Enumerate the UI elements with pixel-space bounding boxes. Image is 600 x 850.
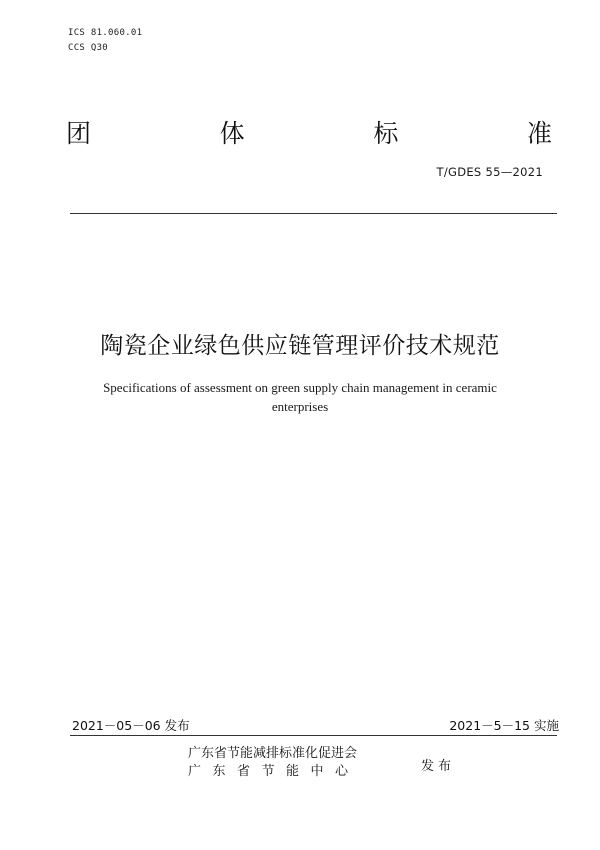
issuing-organizations (188, 745, 360, 781)
issuer-name: 广东省节能中心 (188, 764, 360, 779)
standard-type-char: 体 (219, 119, 245, 148)
implementation-date: 2021－5－15 实施 (449, 718, 559, 733)
title-english: Specifications of assessment on green supply chain management in ceramic enterprises (103, 380, 497, 414)
standard-type-char: 标 (373, 119, 399, 148)
ics-code: ICS 81.060.01 (68, 28, 143, 38)
title-chinese: 陶瓷企业绿色供应链管理评价技术规范 (100, 333, 500, 359)
issuer-name: 广东省节能减排标准化促进会 (188, 746, 358, 761)
publish-date: 2021－05－06 发布 (72, 718, 190, 733)
standard-number: T/GDES 55—2021 (436, 165, 543, 179)
top-divider (70, 213, 557, 214)
ccs-code: CCS Q30 (68, 43, 109, 53)
issue-label: 发布 (421, 759, 456, 774)
standard-type-heading (66, 114, 552, 150)
bottom-divider (70, 735, 557, 736)
standard-type-char: 准 (526, 119, 552, 148)
standard-type-char: 团 (66, 119, 92, 148)
